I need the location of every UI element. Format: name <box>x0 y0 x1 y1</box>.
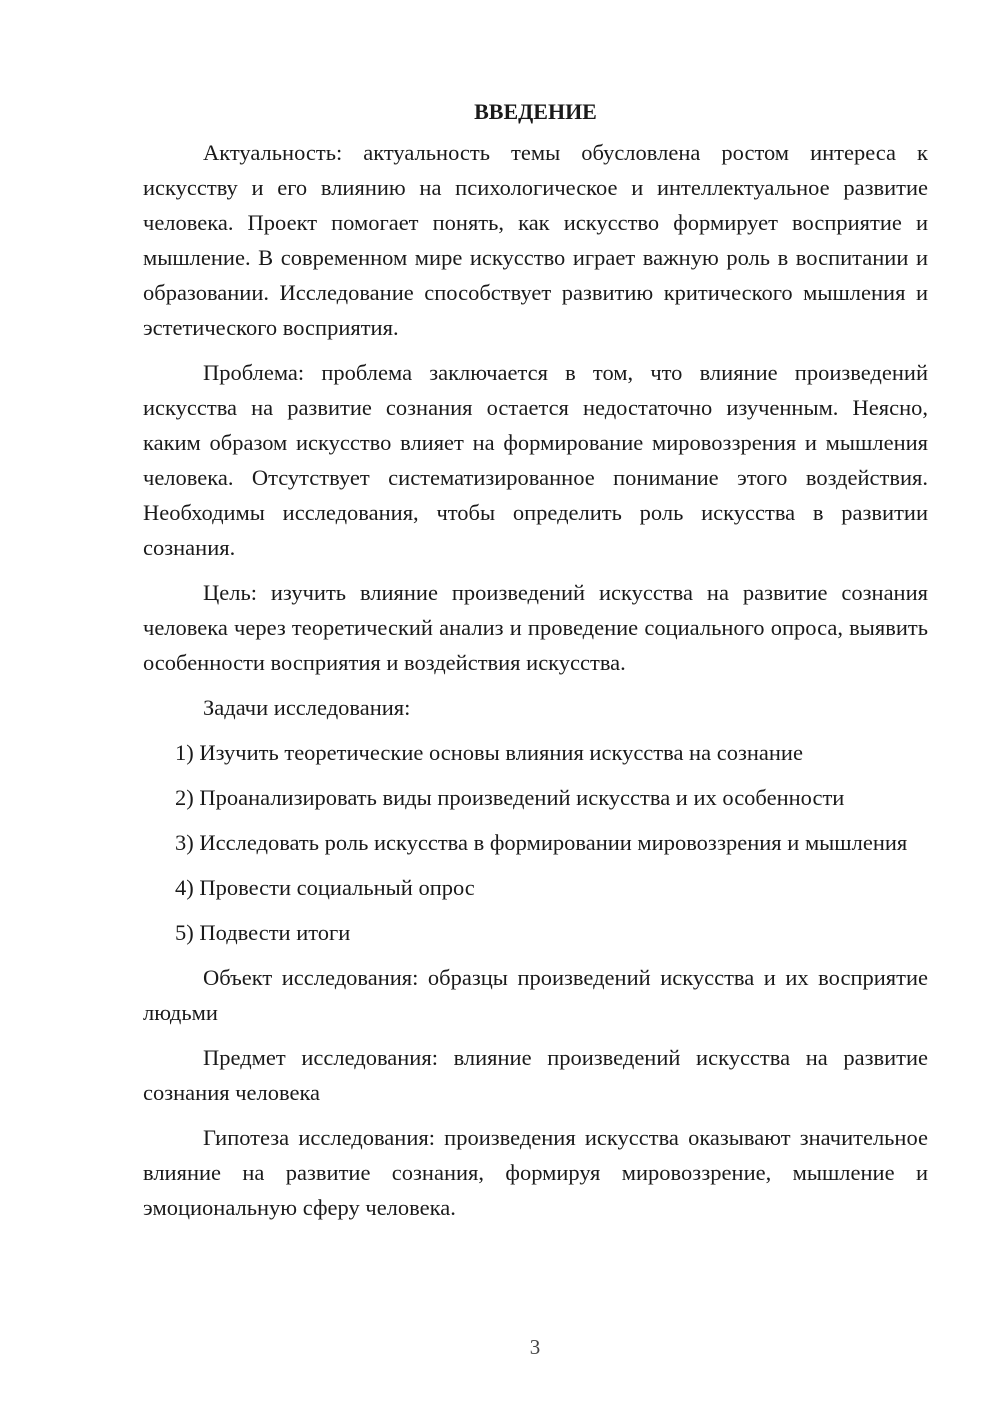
page-number: 3 <box>529 1335 541 1359</box>
task-item-4: 4) Провести социальный опрос <box>175 875 475 900</box>
task-item-2: 2) Проанализировать виды произведений искусства и их особенности <box>175 785 845 810</box>
paragraph-subject: Предмет исследования: влияние произведений искусства на развитие сознания человека <box>143 1045 928 1105</box>
paragraph-goal: Цель: изучить влияние произведений искусства на развитие сознания человека через теоретический анализ и проведение социального опроса, выявить особенности восприятия и воздействия искусства. <box>143 580 928 675</box>
paragraph-object: Объект исследования: образцы произведений искусства и их восприятие людьми <box>143 965 928 1025</box>
task-item-5: 5) Подвести итоги <box>175 920 351 945</box>
page-content <box>143 97 928 1235</box>
paragraph-tasks-heading: Задачи исследования: <box>203 695 411 720</box>
page-title: ВВЕДЕНИЕ <box>474 99 597 124</box>
task-item-1: 1) Изучить теоретические основы влияния искусства на сознание <box>175 740 803 765</box>
paragraph-hypothesis: Гипотеза исследования: произведения искусства оказывают значительное влияние на развитие сознания, формируя мировоззрение, мышление и эмоциональную сферу человека. <box>143 1125 928 1220</box>
paragraph-relevance: Актуальность: актуальность темы обусловлена ростом интереса к искусству и его влиянию на психологическое и интеллектуальное развитие человека. Проект помогает понять, как искусство формирует восприятие и мышление. В современном мире искусство играет важную роль в воспитании и образовании. Исследование способствует развитию критического мышления и эстетического восприятия. <box>143 140 928 340</box>
paragraph-problem: Проблема: проблема заключается в том, что влияние произведений искусства на развитие сознания остается недостаточно изученным. Неясно, каким образом искусство влияет на формирование мировоззрения и мышления человека. Отсутствует систематизированное понимание этого воздействия. Необходимы исследования, чтобы определить роль искусства в развитии сознания. <box>143 360 928 560</box>
task-item-3: 3) Исследовать роль искусства в формировании мировоззрения и мышления <box>175 830 908 855</box>
